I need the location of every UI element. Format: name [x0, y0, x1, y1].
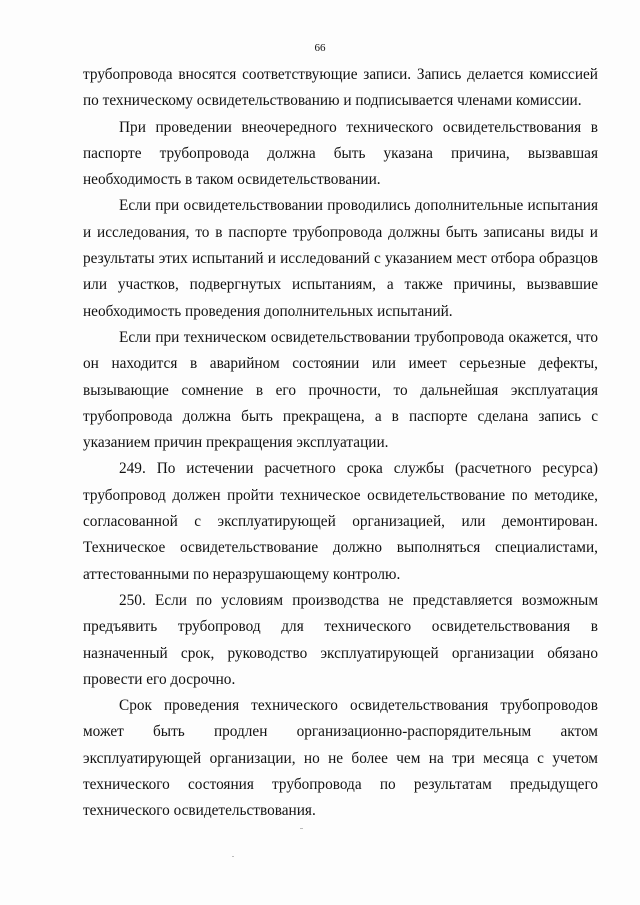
paragraph-clause-249: 249. По истечении расчетного срока службы (расчетного ресурса) трубопровод должен пройти техническое освидетельствование по методике, согласованной с эксплуатирующей организацией, или демонтирован. Техническое освидетельствование должно выполняться специалистами, аттестованными по неразрушающему контролю. — [83, 460, 598, 583]
paragraph-emergency-state: Если при техническом освидетельствовании трубопровода окажется, что он находится в аварийном состоянии или имеет серьезные дефекты, вызывающие сомнение в его прочности, то дальнейшая эксплуатация трубопровода должна быть прекращена, а в паспорте сделана запись с указанием причин прекращения эксплуатации. — [83, 328, 598, 452]
scan-artifact-mark — [300, 828, 303, 829]
paragraph-term-extension: Срок проведения технического освидетельствования трубопроводов может быть продлен организационно-распорядительным актом эксплуатирующей организации, но не более чем на три месяца с учетом технического состояния трубопровода по результатам предыдущего технического освидетельствования. — [83, 697, 598, 820]
document-body — [83, 62, 598, 825]
scan-artifact-mark — [232, 856, 234, 857]
paragraph-continuation: трубопровода вносятся соответствующие записи. Запись делается комиссией по техническому освидетельствованию и подписывается членами комиссии. — [83, 66, 598, 110]
page-number: 66 — [314, 42, 326, 54]
paragraph-extraordinary-inspection: При проведении внеочередного технического освидетельствования в паспорте трубопровода должна быть указана причина, вызвавшая необходимость в таком освидетельствовании. — [83, 118, 598, 189]
paragraph-additional-tests: Если при освидетельствовании проводились дополнительные испытания и исследования, то в паспорте трубопровода должны быть записаны виды и результаты этих испытаний и исследований с указанием мест отбора образцов или участков, подвергнутых испытаниям, а также причины, вызвавшие необходимость проведения дополнительных испытаний. — [83, 197, 598, 320]
paragraph-clause-250: 250. Если по условиям производства не представляется возможным предъявить трубопровод для технического освидетельствования в назначенный срок, руководство эксплуатирующей организации обязано провести его досрочно. — [83, 591, 598, 688]
